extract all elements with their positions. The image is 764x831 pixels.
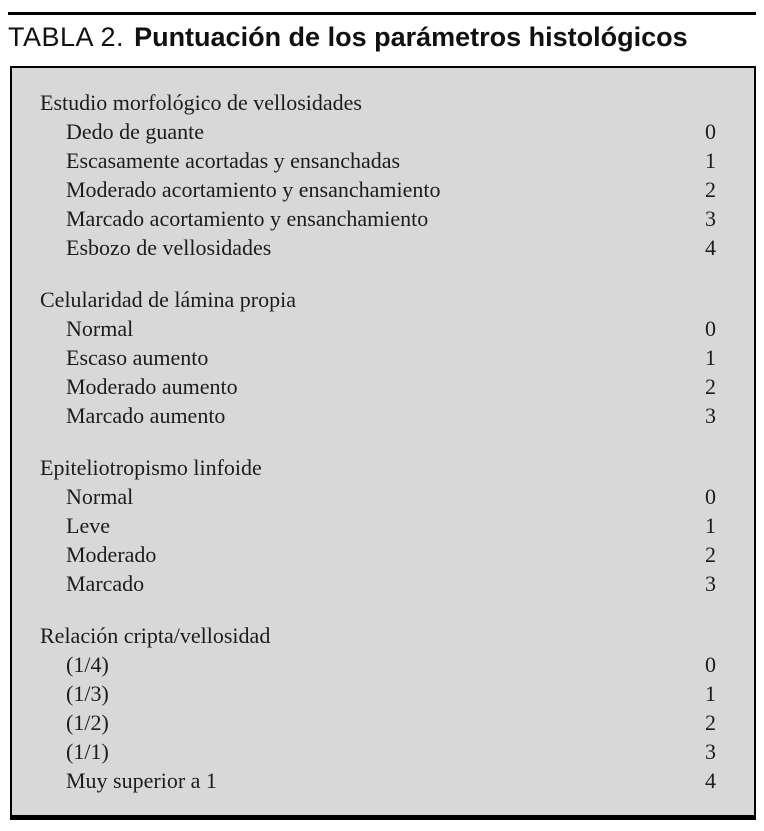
section-morfologia-vellosidades bbox=[12, 88, 754, 262]
row-label: (1/3) bbox=[66, 681, 109, 706]
table-row bbox=[12, 175, 754, 204]
table-row bbox=[12, 708, 754, 737]
section-heading: Estudio morfológico de vellosidades bbox=[40, 90, 362, 115]
row-score: 2 bbox=[705, 710, 716, 735]
table-row bbox=[12, 372, 754, 401]
row-label: Dedo de guante bbox=[66, 119, 205, 144]
table-row bbox=[12, 737, 754, 766]
row-label: Leve bbox=[66, 513, 110, 538]
section-heading: Epiteliotropismo linfoide bbox=[40, 455, 262, 480]
table-caption bbox=[8, 19, 756, 55]
row-score: 4 bbox=[705, 768, 716, 793]
row-label: Escasamente acortadas y ensanchadas bbox=[66, 148, 401, 173]
table-row bbox=[12, 511, 754, 540]
row-label: (1/2) bbox=[66, 710, 109, 735]
histology-score-table bbox=[10, 66, 756, 820]
row-label: Escaso aumento bbox=[66, 345, 209, 370]
row-score: 2 bbox=[705, 374, 716, 399]
row-label: (1/4) bbox=[66, 652, 109, 677]
row-score: 0 bbox=[705, 316, 716, 341]
row-score: 2 bbox=[705, 177, 716, 202]
row-score: 3 bbox=[705, 571, 716, 596]
row-label: Moderado aumento bbox=[66, 374, 238, 399]
row-score: 1 bbox=[705, 345, 716, 370]
section-relacion-cripta-vellosidad bbox=[12, 621, 754, 795]
table-row bbox=[12, 343, 754, 372]
table-row bbox=[12, 314, 754, 343]
table-row bbox=[12, 650, 754, 679]
table-row bbox=[12, 766, 754, 795]
table-row bbox=[12, 146, 754, 175]
table-row bbox=[12, 482, 754, 511]
row-score: 0 bbox=[705, 119, 716, 144]
section-heading: Celularidad de lámina propia bbox=[40, 287, 296, 312]
table-title: Puntuación de los parámetros histológicos bbox=[134, 22, 688, 52]
caption-top-rule bbox=[8, 12, 756, 15]
row-score: 3 bbox=[705, 739, 716, 764]
table-row bbox=[12, 117, 754, 146]
row-label: Esbozo de vellosidades bbox=[66, 235, 272, 260]
section-heading: Relación cripta/vellosidad bbox=[40, 623, 271, 648]
row-label: Moderado acortamiento y ensanchamiento bbox=[66, 177, 441, 202]
table-row bbox=[12, 204, 754, 233]
row-label: Muy superior a 1 bbox=[66, 768, 217, 793]
row-score: 0 bbox=[705, 484, 716, 509]
row-score: 1 bbox=[705, 148, 716, 173]
row-score: 1 bbox=[705, 681, 716, 706]
table-row bbox=[12, 540, 754, 569]
section-celularidad-lamina-propia bbox=[12, 285, 754, 430]
row-score: 0 bbox=[705, 652, 716, 677]
row-label: Moderado bbox=[66, 542, 157, 567]
row-score: 4 bbox=[705, 235, 716, 260]
row-score: 2 bbox=[705, 542, 716, 567]
section-epiteliotropismo-linfoide bbox=[12, 453, 754, 598]
row-label: Normal bbox=[66, 316, 134, 341]
row-label: (1/1) bbox=[66, 739, 109, 764]
table-row bbox=[12, 401, 754, 430]
row-label: Marcado acortamiento y ensanchamiento bbox=[66, 206, 429, 231]
table-row bbox=[12, 679, 754, 708]
table-number: TABLA 2. bbox=[8, 22, 125, 52]
row-score: 1 bbox=[705, 513, 716, 538]
row-label: Marcado bbox=[66, 571, 145, 596]
table-row bbox=[12, 569, 754, 598]
row-score: 3 bbox=[705, 403, 716, 428]
row-label: Marcado aumento bbox=[66, 403, 226, 428]
table-row bbox=[12, 233, 754, 262]
row-label: Normal bbox=[66, 484, 134, 509]
row-score: 3 bbox=[705, 206, 716, 231]
